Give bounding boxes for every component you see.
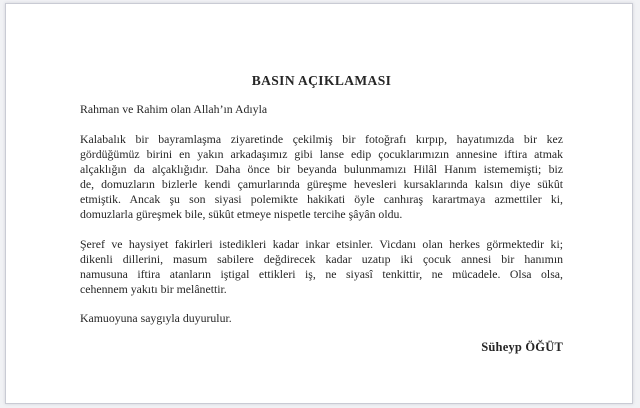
paragraph-line: cehennem yakıtı bir melânettir. — [80, 282, 227, 296]
document-content — [80, 4, 563, 355]
paragraph-line: Şeref ve haysiyet fakirleri istedikleri kadar inkar etsinler. Vicdanı olan herkes görmektedir ki; — [80, 237, 563, 251]
signature-name: Süheyp ÖĞÜT — [481, 340, 563, 354]
paragraph — [80, 237, 563, 297]
page-title: BASIN AÇIKLAMASI — [251, 73, 392, 88]
paragraph-line: gördüğümüz birini en yakın arkadaşımız gibi lanse edip çocuklarımızın annesine iftira atmak — [80, 147, 563, 161]
paragraph-line: namusuna iftira atanların iştigal ettikleri iş, ne siyasî tenkittir, ne mücadele. Olsa olsa, — [80, 267, 563, 281]
paragraph-line: dikenli dillerini, masum sabilere değdirecek kadar uzatıp iki çocuk annesi bir hanımın — [80, 252, 563, 266]
paragraph — [80, 132, 563, 222]
paragraph-line: etmiştik. Ancak şu son siyasi polemikte hakikati öyle canhıraş karartmaya azmettiler ki, — [80, 192, 563, 206]
paragraph-line: Kalabalık bir bayramlaşma ziyaretinde çekilmiş bir fotoğrafı kırpıp, hayatımızda bir kez — [80, 132, 563, 146]
paragraph-line: domuzlarla güreşmek bile, sükût etmeye nispetle tercihe şâyân oldu. — [80, 207, 403, 221]
salutation-line: Rahman ve Rahim olan Allah’ın Adıyla — [80, 102, 268, 116]
paragraph-line: alçaklığın da alçaklığıdır. Daha önce bir beyanda bulunmamızı Hilâl Hanım istememişti; biz — [80, 162, 563, 176]
document-page — [5, 3, 633, 404]
paragraph-line: de, domuzların bizlerle kendi çamurlarında güreşme hevesleri kursaklarında kalsın diye sükût — [80, 177, 563, 191]
closing-line: Kamuoyuna saygıyla duyurulur. — [80, 311, 232, 325]
